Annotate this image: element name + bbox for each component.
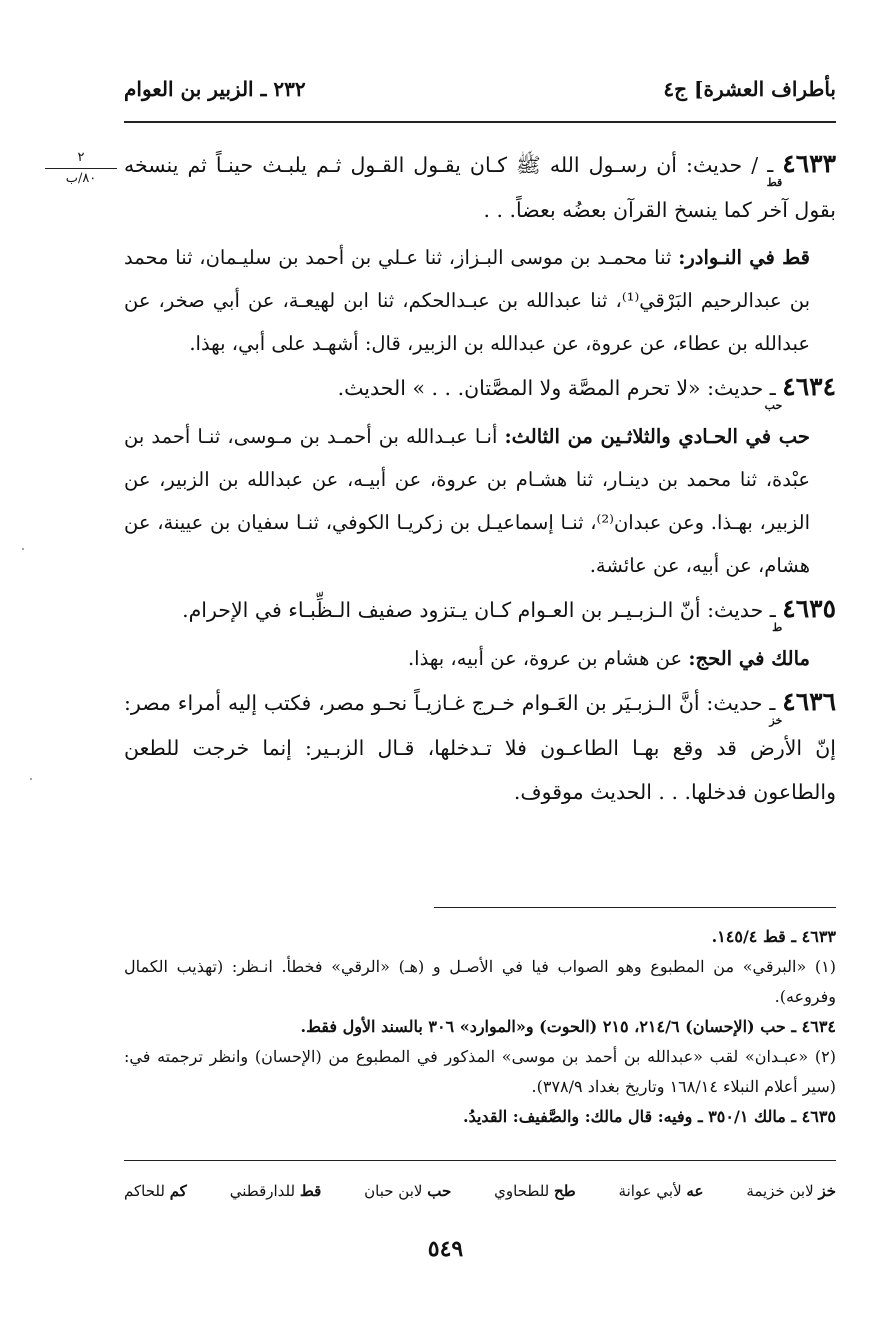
abbrev-label: لابن خزيمة xyxy=(746,1182,819,1200)
header-book-title: بأطراف العشرة] ج٤ xyxy=(663,77,836,101)
header-section-title: ٢٣٢ ـ الزبير بن العوام xyxy=(124,77,306,101)
running-header xyxy=(124,72,836,106)
footnote-text: (١) «البرقي» من المطبوع وهو الصواب فيا في الأصـل و (هـ) «الرقي» فخطأ. انـظر: (تهذيب الكمال وفروعه). xyxy=(124,957,836,1006)
abbrev-item xyxy=(124,1182,187,1200)
footnote-source: ٤٦٣٣ ـ قط ١٤٥/٤. xyxy=(711,927,836,946)
abbrev-item xyxy=(364,1182,451,1200)
entry-number: ٤٦٣٤ xyxy=(782,372,836,401)
abbrev-label: لأبي عوانة xyxy=(618,1182,687,1200)
margin-note-top: ٢ xyxy=(77,150,85,165)
isnad-4635 xyxy=(124,637,836,680)
abbrev-item xyxy=(230,1182,322,1200)
source-code: قط xyxy=(766,176,783,189)
footnote-line xyxy=(124,1042,836,1102)
footnote-line xyxy=(124,1012,836,1042)
entry-text: ـ حديث: أنّ الـزبـيـر بن العـوام كـان يـتزود صفيف الـظِّبـاء في الإحرام. xyxy=(182,598,783,622)
abbrev-label: للطحاوي xyxy=(494,1182,555,1200)
isnad-source: قط في النـوادر: xyxy=(678,246,810,269)
margin-manuscript-note xyxy=(45,150,117,187)
abbrev-label: للحاكم xyxy=(124,1182,170,1200)
isnad-source: مالك في الحج: xyxy=(688,647,810,670)
abbrev-code: حب xyxy=(427,1182,452,1200)
entry-text: ـ / حديث: أن رسـول الله ﷺ كـان يقـول القـول ثـم يلبـث حينـاً ثم ينسخه بقول آخر كما ينسخ القرآن بعضُه بعضاً. . . xyxy=(124,153,836,222)
margin-note-bottom: ٨٠/ب xyxy=(65,171,97,186)
footnote-source: ٤٦٣٤ ـ حب (الإحسان) ٢١٤/٦، ٢١٥ (الحوت) و«الموارد» ٣٠٦ بالسند الأول فقط. xyxy=(300,1017,836,1036)
footnote-line xyxy=(124,922,836,952)
isnad-text: أنـا عبـدالله بن أحمـد بن مـوسى، ثنـا أحمد بن عبْدة، ثنا محمد بن دينـار، ثنا هشـام بن عروة، عن أبيـه، عن عبدالله بن الزبير، عن الزبير، بهـذا. وعن عبدان⁽²⁾، ثنـا إسماعيـل بن زكريـا الكوفي، ثنـا سفيان بن عيينة، عن هشام، عن أبيه، عن عائشة. xyxy=(124,425,810,577)
abbrev-code: خز xyxy=(818,1182,836,1200)
abbrev-label: لابن حبان xyxy=(364,1182,428,1200)
abbrev-item xyxy=(746,1182,836,1200)
scan-speck xyxy=(30,778,32,780)
isnad-text: عن هشام بن عروة، عن أبيه، بهذا. xyxy=(407,647,689,670)
isnad-text: ثنا محمـد بن موسى البـزاز، ثنا عـلي بن أحمد بن سليـمان، ثنا محمد بن عبدالرحيم البَرْقي⁽¹⁾، ثنا عبدالله بن عبـدالحكم، ثنا ابن لهيعـة، عن أبي صخر، عن عبدالله بن عطاء، عن عروة، عن عبدالله بن الزبير، قال: أشهـد على أبي، بهذا. xyxy=(124,246,810,355)
source-code: ط xyxy=(772,621,783,634)
page-number: ٥٤٩ xyxy=(427,1236,464,1262)
abbrev-code: طح xyxy=(554,1182,576,1200)
abbrev-label: للدارقطني xyxy=(229,1182,300,1200)
entry-number: ٤٦٣٦ xyxy=(782,687,836,716)
abbreviation-key xyxy=(124,1176,836,1206)
hadith-entry-4635 xyxy=(124,587,836,633)
header-rule xyxy=(124,121,836,123)
margin-note-divider xyxy=(45,168,117,169)
abbrev-item xyxy=(619,1182,704,1200)
abbrev-code: كم xyxy=(169,1182,187,1200)
footnote-line xyxy=(124,1102,836,1132)
scan-speck xyxy=(22,548,24,550)
footnote-line xyxy=(124,952,836,1012)
source-code: خز xyxy=(769,714,783,727)
main-text xyxy=(124,142,836,814)
isnad-4633 xyxy=(124,236,836,365)
source-code: حب xyxy=(764,399,783,412)
isnad-source: حب في الحـادي والثلاثـين من الثالث: xyxy=(504,425,810,448)
footnote-source: ٤٦٣٥ ـ مالك ٣٥٠/١ ـ وفيه: قال مالك: والصَّفيف: القديدُ. xyxy=(463,1107,836,1126)
abbrev-code: قط xyxy=(299,1182,322,1200)
hadith-entry-4634 xyxy=(124,365,836,411)
footnote-text: (٢) «عبـدان» لقب «عبدالله بن أحمد بن موسى» المذكور في المطبوع من (الإحسان) وانظر ترجمته في: (سير أعلام النبلاء ١٦٨/١٤ وتاريخ بغداد ٣٧٨/٩). xyxy=(124,1047,836,1096)
abbreviation-rule xyxy=(124,1160,836,1161)
footnote-separator xyxy=(434,907,836,908)
abbrev-code: عه xyxy=(686,1182,704,1200)
entry-number: ٤٦٣٥ xyxy=(782,594,836,623)
hadith-entry-4633 xyxy=(124,142,836,232)
entry-text: ـ حديث: أنَّ الـزبـيَر بن العَـوام خـرج غـازيـاً نحـو مصر، فكتب إليه أمراء مصر: إنّ الأرض قد وقع بهـا الطاعـون فلا تـدخلها، قـال الزبـير: إنما خرجت للطعن والطاعون فدخلها. . . الحديث موقوف. xyxy=(124,691,836,804)
abbrev-item xyxy=(494,1182,575,1200)
footnotes xyxy=(124,922,836,1132)
hadith-entry-4636 xyxy=(124,680,836,814)
isnad-4634 xyxy=(124,415,836,587)
entry-text: ـ حديث: «لا تحرم المصَّة ولا المصَّتان. . . » الحديث. xyxy=(337,376,783,400)
entry-number: ٤٦٣٣ xyxy=(782,149,836,178)
